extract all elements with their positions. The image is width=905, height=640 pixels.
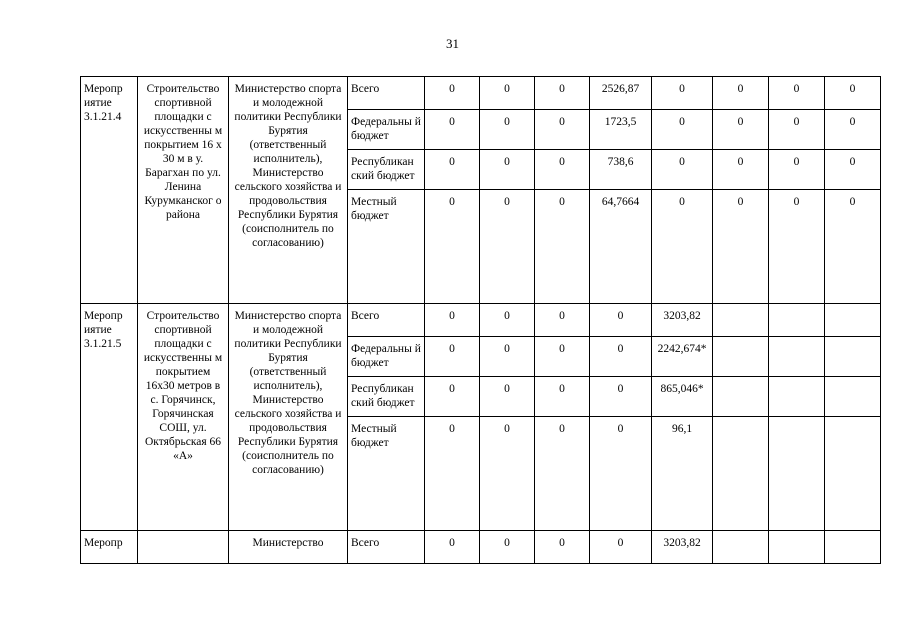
value-cell: 0 bbox=[825, 77, 881, 110]
value-cell bbox=[825, 337, 881, 377]
measure-name-cell: Строительство спортивной площадки с искусственны м покрытием 16 х 30 м в у. Барагхан по ул. Ленина Курумканског о района bbox=[138, 77, 229, 304]
value-cell: 0 bbox=[480, 531, 535, 564]
value-cell: 0 bbox=[713, 110, 769, 150]
funding-source-cell: Местный бюджет bbox=[348, 190, 425, 304]
value-cell: 0 bbox=[590, 304, 652, 337]
value-cell bbox=[769, 304, 825, 337]
funding-source-cell: Федеральны й бюджет bbox=[348, 337, 425, 377]
executor-cell: Министерство спорта и молодежной политики Республики Бурятия (ответственный исполнитель), Министерство сельского хозяйства и продовольствия Республики Бурятия (соисполнитель по согласованию) bbox=[229, 77, 348, 304]
value-cell: 0 bbox=[590, 531, 652, 564]
funding-source-cell: Всего bbox=[348, 531, 425, 564]
page-number: 31 bbox=[446, 36, 459, 51]
measure-name-cell: Строительство спортивной площадки с искусственны м покрытием 16х30 метров в с. Горячинск, Горячинская СОШ, ул. Октябрьская 66 «А» bbox=[138, 304, 229, 531]
value-cell: 0 bbox=[535, 77, 590, 110]
value-cell: 2526,87 bbox=[590, 77, 652, 110]
value-cell bbox=[825, 377, 881, 417]
value-cell bbox=[713, 417, 769, 531]
funding-source-cell: Республикан ский бюджет bbox=[348, 377, 425, 417]
value-cell: 0 bbox=[652, 110, 713, 150]
value-cell: 0 bbox=[535, 304, 590, 337]
value-cell: 0 bbox=[769, 110, 825, 150]
value-cell bbox=[769, 417, 825, 531]
value-cell: 0 bbox=[535, 150, 590, 190]
value-cell: 2242,674* bbox=[652, 337, 713, 377]
value-cell: 1723,5 bbox=[590, 110, 652, 150]
measure-code-cell: Меропр иятие 3.1.21.4 bbox=[81, 77, 138, 304]
table-row bbox=[81, 304, 881, 337]
value-cell: 0 bbox=[590, 417, 652, 531]
value-cell: 0 bbox=[652, 150, 713, 190]
value-cell: 0 bbox=[480, 304, 535, 337]
value-cell bbox=[825, 304, 881, 337]
value-cell: 0 bbox=[713, 190, 769, 304]
value-cell bbox=[713, 337, 769, 377]
value-cell: 0 bbox=[425, 417, 480, 531]
value-cell: 0 bbox=[425, 110, 480, 150]
value-cell: 0 bbox=[535, 337, 590, 377]
executor-cell: Министерство bbox=[229, 531, 348, 564]
value-cell: 0 bbox=[480, 150, 535, 190]
funding-source-cell: Федеральны й бюджет bbox=[348, 110, 425, 150]
value-cell bbox=[769, 377, 825, 417]
value-cell: 0 bbox=[425, 190, 480, 304]
value-cell: 0 bbox=[535, 190, 590, 304]
value-cell: 0 bbox=[425, 150, 480, 190]
executor-cell: Министерство спорта и молодежной политики Республики Бурятия (ответственный исполнитель), Министерство сельского хозяйства и продовольствия Республики Бурятия (соисполнитель по согласованию) bbox=[229, 304, 348, 531]
value-cell bbox=[769, 337, 825, 377]
value-cell: 738,6 bbox=[590, 150, 652, 190]
funding-source-cell: Всего bbox=[348, 304, 425, 337]
value-cell bbox=[769, 531, 825, 564]
value-cell: 0 bbox=[535, 531, 590, 564]
value-cell: 3203,82 bbox=[652, 531, 713, 564]
value-cell: 0 bbox=[425, 304, 480, 337]
value-cell: 0 bbox=[480, 337, 535, 377]
value-cell: 0 bbox=[535, 417, 590, 531]
value-cell bbox=[713, 377, 769, 417]
value-cell: 0 bbox=[535, 377, 590, 417]
value-cell: 0 bbox=[480, 377, 535, 417]
value-cell bbox=[713, 531, 769, 564]
table-row bbox=[81, 531, 881, 564]
value-cell: 0 bbox=[480, 77, 535, 110]
value-cell: 0 bbox=[825, 110, 881, 150]
value-cell: 0 bbox=[480, 110, 535, 150]
funding-source-cell: Всего bbox=[348, 77, 425, 110]
value-cell: 0 bbox=[652, 190, 713, 304]
value-cell: 0 bbox=[425, 77, 480, 110]
value-cell: 0 bbox=[769, 190, 825, 304]
value-cell: 3203,82 bbox=[652, 304, 713, 337]
funding-source-cell: Республикан ский бюджет bbox=[348, 150, 425, 190]
value-cell: 0 bbox=[590, 377, 652, 417]
funding-source-cell: Местный бюджет bbox=[348, 417, 425, 531]
value-cell: 96,1 bbox=[652, 417, 713, 531]
value-cell bbox=[713, 304, 769, 337]
value-cell: 64,7664 bbox=[590, 190, 652, 304]
value-cell: 0 bbox=[769, 150, 825, 190]
value-cell: 865,046* bbox=[652, 377, 713, 417]
value-cell bbox=[825, 417, 881, 531]
value-cell bbox=[825, 531, 881, 564]
measure-code-cell: Меропр иятие 3.1.21.5 bbox=[81, 304, 138, 531]
value-cell: 0 bbox=[713, 77, 769, 110]
value-cell: 0 bbox=[825, 190, 881, 304]
value-cell: 0 bbox=[480, 190, 535, 304]
value-cell: 0 bbox=[535, 110, 590, 150]
measure-code-cell: Меропр bbox=[81, 531, 138, 564]
budget-table bbox=[80, 76, 881, 564]
value-cell: 0 bbox=[713, 150, 769, 190]
value-cell: 0 bbox=[425, 377, 480, 417]
table-row bbox=[81, 77, 881, 110]
value-cell: 0 bbox=[769, 77, 825, 110]
value-cell: 0 bbox=[480, 417, 535, 531]
measure-name-cell bbox=[138, 531, 229, 564]
value-cell: 0 bbox=[825, 150, 881, 190]
value-cell: 0 bbox=[425, 531, 480, 564]
value-cell: 0 bbox=[590, 337, 652, 377]
value-cell: 0 bbox=[425, 337, 480, 377]
value-cell: 0 bbox=[652, 77, 713, 110]
